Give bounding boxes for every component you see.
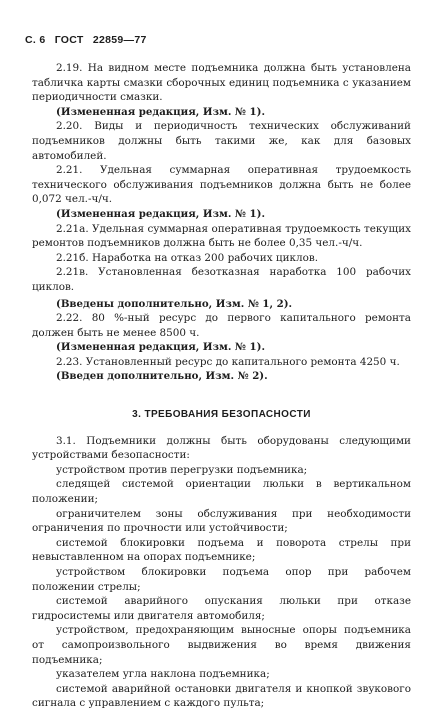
amendment-note: (Введены дополнительно, Изм. № 1, 2). xyxy=(56,297,293,310)
list-item: указателем угла наклона подъемника; xyxy=(56,668,270,681)
paragraph-3-1: 3.1. Подъемники должны быть оборудованы следующими устройствами безопасности: xyxy=(32,434,411,462)
list-item: устройством, предохраняющим выносные опоры подъемника от самопроизвольного выдвижения во время движения подъемника; xyxy=(32,624,411,666)
list-item: устройством против перегрузки подъемника; xyxy=(56,463,308,476)
paragraph-2-21a: 2.21а. Удельная суммарная оперативная трудоемкость текущих ремонтов подъемников должна быть не более 0,35 чел.-ч/ч. xyxy=(32,222,411,250)
page-number: С. 6 xyxy=(25,34,46,46)
page-header xyxy=(25,33,153,48)
paragraph-2-19: 2.19. На видном месте подъемника должна быть установлена табличка карты смазки сборочных единиц подъемника с указанием периодичности смазки. xyxy=(32,62,411,104)
list-item: системой блокировки подъема и поворота стрелы при невыставленном на опорах подъемнике; xyxy=(32,536,411,564)
paragraph-2-21v: 2.21в. Установленная безотказная наработка 100 рабочих циклов. xyxy=(32,266,411,293)
amendment-note: (Введен дополнительно, Изм. № 2). xyxy=(56,370,268,383)
standard-number: 22859—77 xyxy=(92,34,147,46)
list-item: системой аварийной остановки двигателя и кнопкой звукового сигнала с управлением с каждого пульта; xyxy=(32,682,411,710)
paragraph-2-23: 2.23. Установленный ресурс до капитального ремонта 4250 ч. xyxy=(56,355,400,368)
paragraph-2-20: 2.20. Виды и периодичность технических обслуживаний подъемников должны быть такими же, как для базовых автомобилей. xyxy=(32,120,411,162)
paragraph-2-21: 2.21. Удельная суммарная оперативная трудоемкость технического обслуживания подъемников должна быть не более 0,072 чел.-ч/ч. xyxy=(32,164,411,206)
amendment-note: (Измененная редакция, Изм. № 1). xyxy=(56,105,266,118)
paragraph-2-22: 2.22. 80 %-ный ресурс до первого капитального ремонта должен быть не менее 8500 ч. xyxy=(32,312,411,339)
paragraph-2-21b: 2.21б. Наработка на отказ 200 рабочих циклов. xyxy=(56,251,318,264)
section-heading: 3. ТРЕБОВАНИЯ БЕЗОПАСНОСТИ xyxy=(132,409,311,421)
list-item: устройством блокировки подъема опор при рабочем положении стрелы; xyxy=(32,566,411,593)
list-item: ограничителем зоны обслуживания при необходимости ограничения по прочности или устойчивости; xyxy=(32,507,411,535)
list-item: системой аварийного опускания люльки при отказе гидросистемы или двигателя автомобиля; xyxy=(32,595,411,622)
document-body xyxy=(32,61,411,711)
standard-label: ГОСТ xyxy=(54,34,84,46)
amendment-note: (Измененная редакция, Изм. № 1). xyxy=(56,341,266,354)
list-item: следящей системой ориентации люльки в вертикальном положении; xyxy=(32,478,411,506)
amendment-note: (Измененная редакция, Изм. № 1). xyxy=(56,207,266,220)
